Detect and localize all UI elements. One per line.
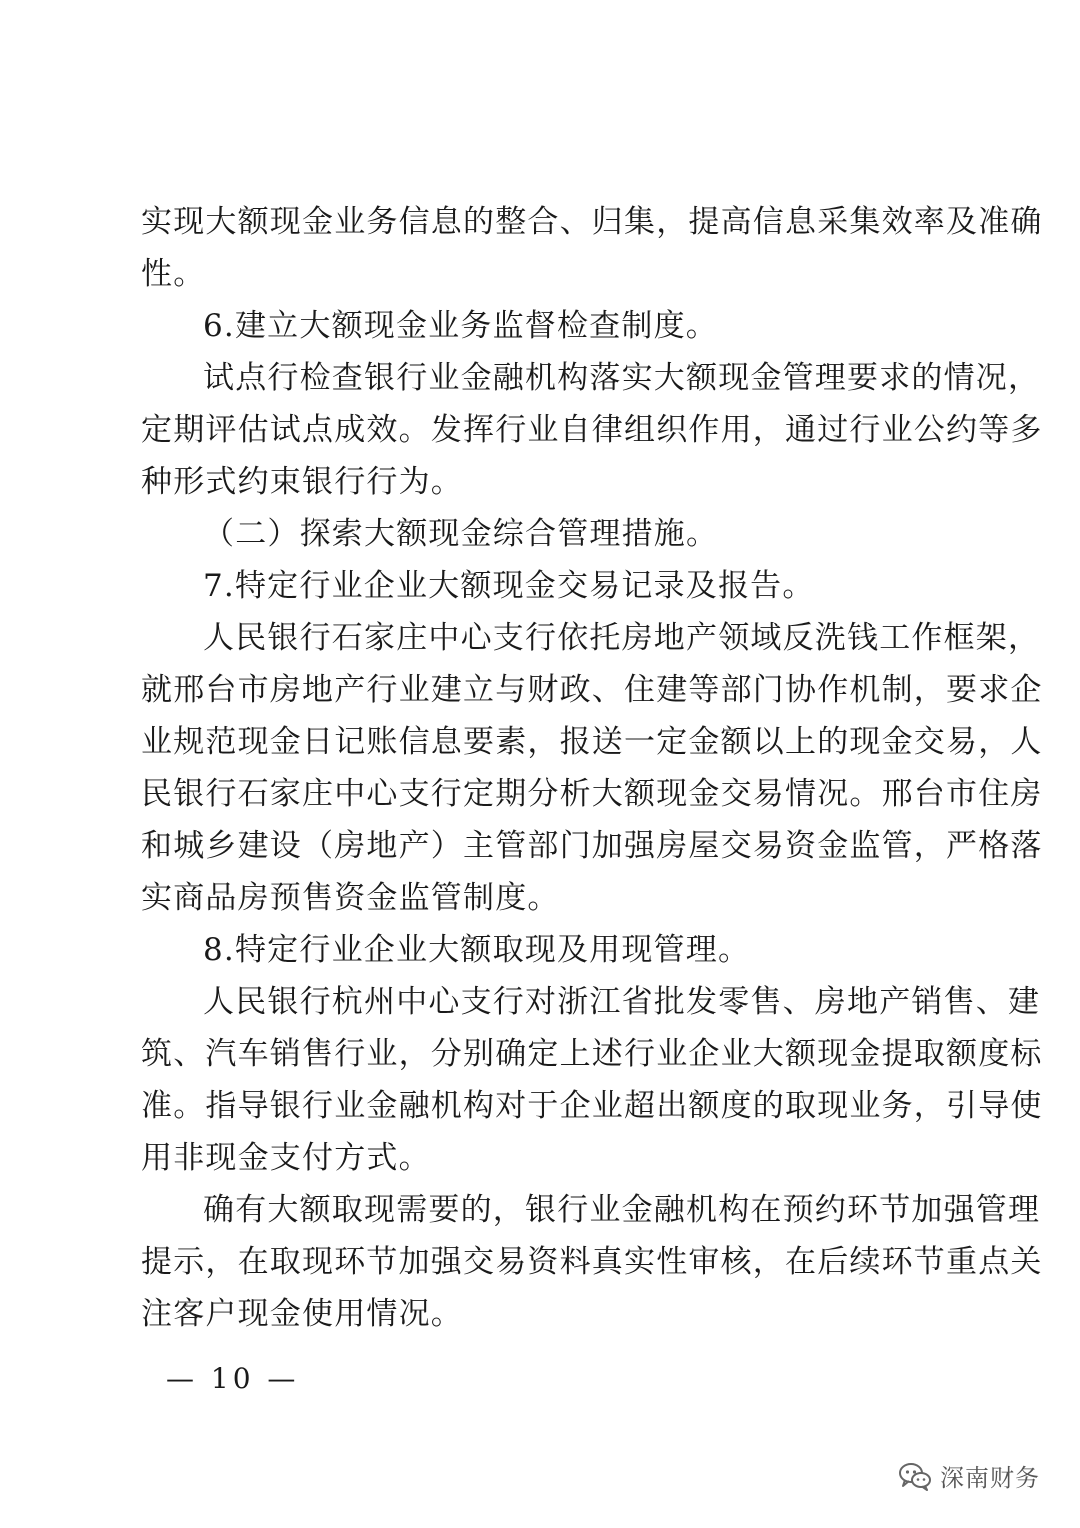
wechat-icon bbox=[898, 1461, 932, 1491]
section-heading: 8.特定行业企业大额取现及用现管理。 bbox=[203, 932, 751, 968]
document-body bbox=[141, 196, 1043, 1340]
paragraph-line: 种形式约束银行行为。 bbox=[141, 464, 463, 500]
section-heading: 6.建立大额现金业务监督检查制度。 bbox=[203, 308, 718, 344]
paragraph-line: 性。 bbox=[141, 256, 206, 292]
paragraph-line: 筑、汽车销售行业，分别确定上述行业企业大额现金提取额度标 bbox=[141, 1036, 1043, 1072]
section-heading: 7.特定行业企业大额现金交易记录及报告。 bbox=[203, 568, 815, 604]
paragraph-line: 提示，在取现环节加强交易资料真实性审核，在后续环节重点关 bbox=[141, 1244, 1043, 1280]
page-number: — 10 — bbox=[166, 1362, 300, 1395]
paragraph-line: 民银行石家庄中心支行定期分析大额现金交易情况。邢台市住房 bbox=[141, 776, 1043, 812]
paragraph-line: 实商品房预售资金监管制度。 bbox=[141, 880, 560, 916]
paragraph-line: 就邢台市房地产行业建立与财政、住建等部门协作机制，要求企 bbox=[141, 672, 1043, 708]
paragraph-line: 试点行检查银行业金融机构落实大额现金管理要求的情况， bbox=[203, 360, 1041, 396]
paragraph-line: 准。指导银行业金融机构对于企业超出额度的取现业务，引导使 bbox=[141, 1088, 1043, 1124]
paragraph-line: 确有大额取现需要的，银行业金融机构在预约环节加强管理 bbox=[203, 1192, 1041, 1228]
section-heading: （二）探索大额现金综合管理措施。 bbox=[203, 516, 719, 552]
paragraph-line: 和城乡建设（房地产）主管部门加强房屋交易资金监管，严格落 bbox=[141, 828, 1043, 864]
paragraph-line: 用非现金支付方式。 bbox=[141, 1140, 431, 1176]
paragraph-line: 注客户现金使用情况。 bbox=[141, 1296, 463, 1332]
watermark-text: 深南财务 bbox=[940, 1464, 1040, 1492]
paragraph-line: 业规范现金日记账信息要素，报送一定金额以上的现金交易，人 bbox=[141, 724, 1043, 760]
paragraph-line: 人民银行杭州中心支行对浙江省批发零售、房地产销售、建 bbox=[203, 984, 1041, 1020]
paragraph-line: 定期评估试点成效。发挥行业自律组织作用，通过行业公约等多 bbox=[141, 412, 1043, 448]
paragraph-line: 人民银行石家庄中心支行依托房地产领域反洗钱工作框架， bbox=[203, 620, 1041, 656]
watermark bbox=[898, 1458, 1040, 1493]
paragraph-line: 实现大额现金业务信息的整合、归集，提高信息采集效率及准确 bbox=[141, 204, 1043, 240]
